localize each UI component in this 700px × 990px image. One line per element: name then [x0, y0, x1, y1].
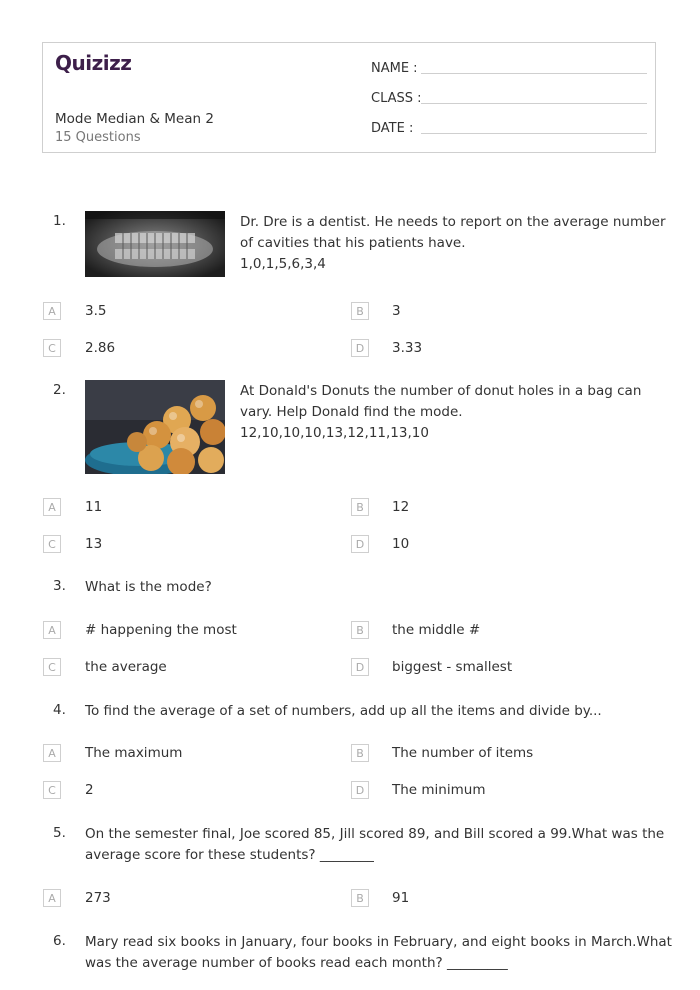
option-text[interactable]: 3.33: [392, 340, 423, 356]
class-label: CLASS :: [371, 91, 422, 106]
option-text[interactable]: # happening the most: [85, 622, 237, 638]
option-text[interactable]: the middle #: [392, 622, 481, 638]
option-letter[interactable]: D: [351, 781, 369, 799]
date-label: DATE :: [371, 121, 414, 136]
donut-holes-image: [85, 380, 225, 474]
question-text: [85, 932, 672, 974]
question-line: of cavities that his patients have.: [240, 235, 466, 251]
question-line: 1,0,1,5,6,3,4: [240, 256, 326, 272]
option-text[interactable]: 10: [392, 536, 410, 552]
question-line: 12,10,10,10,13,12,11,13,10: [240, 425, 429, 441]
option-letter[interactable]: C: [43, 535, 61, 553]
option-text[interactable]: The minimum: [392, 782, 486, 798]
question-line: What is the mode?: [85, 579, 212, 595]
date-line: [421, 133, 647, 134]
question-text: [240, 212, 666, 275]
option-letter[interactable]: C: [43, 339, 61, 357]
class-line: [421, 103, 647, 104]
question-text: [240, 381, 641, 444]
question-text: [85, 701, 602, 722]
dental-xray-image: [85, 211, 225, 277]
question-number: 3.: [53, 578, 66, 594]
name-label: NAME :: [371, 61, 418, 76]
option-text[interactable]: biggest - smallest: [392, 659, 513, 675]
question-line: At Donald's Donuts the number of donut holes in a bag can: [240, 383, 642, 399]
worksheet-header: [42, 42, 656, 153]
question-number: 6.: [53, 933, 66, 949]
question-line: Dr. Dre is a dentist. He needs to report on the average number: [240, 214, 666, 230]
question-line: average score for these students? ________: [85, 847, 374, 863]
option-letter[interactable]: B: [351, 744, 369, 762]
option-letter[interactable]: A: [43, 621, 61, 639]
quizizz-logo: Quizizz: [55, 51, 132, 75]
question-line: To find the average of a set of numbers, add up all the items and divide by...: [85, 703, 602, 719]
date-field[interactable]: [371, 121, 413, 136]
class-field[interactable]: [371, 91, 422, 106]
option-letter[interactable]: B: [351, 889, 369, 907]
question-number: 5.: [53, 825, 66, 841]
question-number: 1.: [53, 213, 66, 229]
option-letter[interactable]: D: [351, 339, 369, 357]
worksheet-title: Mode Median & Mean 2: [55, 111, 214, 127]
option-text[interactable]: 11: [85, 499, 103, 515]
option-text[interactable]: 13: [85, 536, 103, 552]
option-letter[interactable]: D: [351, 535, 369, 553]
option-text[interactable]: 273: [85, 890, 111, 906]
option-text[interactable]: 3.5: [85, 303, 107, 319]
option-letter[interactable]: B: [351, 498, 369, 516]
question-text: [85, 577, 212, 598]
option-text[interactable]: The maximum: [85, 745, 183, 761]
question-line: was the average number of books read each month? _________: [85, 955, 508, 971]
option-letter[interactable]: A: [43, 889, 61, 907]
option-letter[interactable]: A: [43, 744, 61, 762]
option-text[interactable]: 3: [392, 303, 401, 319]
question-text: [85, 824, 664, 866]
option-letter[interactable]: A: [43, 498, 61, 516]
option-text[interactable]: 12: [392, 499, 410, 515]
option-text[interactable]: The number of items: [392, 745, 534, 761]
name-field[interactable]: [371, 61, 418, 76]
question-number: 2.: [53, 382, 66, 398]
question-line: On the semester final, Joe scored 85, Jill scored 89, and Bill scored a 99.What was the: [85, 826, 665, 842]
question-number: 4.: [53, 702, 66, 718]
option-letter[interactable]: B: [351, 302, 369, 320]
question-line: Mary read six books in January, four books in February, and eight books in March.What: [85, 934, 672, 950]
name-line: [421, 73, 647, 74]
question-line: vary. Help Donald find the mode.: [240, 404, 463, 420]
option-text[interactable]: 2.86: [85, 340, 116, 356]
option-text[interactable]: 2: [85, 782, 94, 798]
question-count: 15 Questions: [55, 130, 141, 145]
option-letter[interactable]: D: [351, 658, 369, 676]
option-letter[interactable]: A: [43, 302, 61, 320]
option-text[interactable]: the average: [85, 659, 167, 675]
option-text[interactable]: 91: [392, 890, 410, 906]
option-letter[interactable]: B: [351, 621, 369, 639]
option-letter[interactable]: C: [43, 658, 61, 676]
option-letter[interactable]: C: [43, 781, 61, 799]
